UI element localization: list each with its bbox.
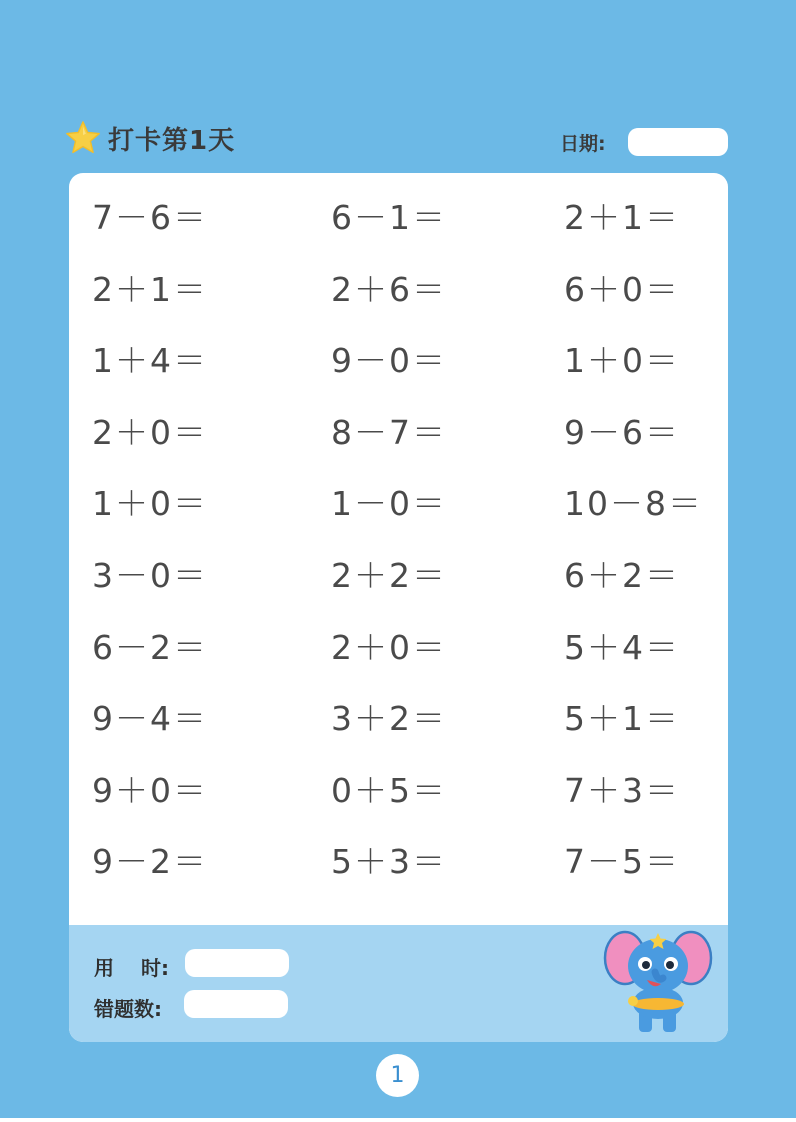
date-label: 日期: bbox=[560, 132, 606, 155]
problem-item: 0＋5＝ bbox=[331, 771, 447, 810]
errors-field[interactable] bbox=[184, 990, 288, 1018]
problem-item: 2＋0＝ bbox=[92, 413, 208, 452]
problem-item: 1＋0＝ bbox=[564, 341, 680, 380]
date-field[interactable] bbox=[628, 128, 728, 156]
problem-item: 1＋0＝ bbox=[92, 484, 208, 523]
problem-item: 5＋3＝ bbox=[331, 842, 447, 881]
problem-item: 6－2＝ bbox=[92, 628, 208, 667]
problem-item: 10－8＝ bbox=[564, 484, 703, 523]
footer-band bbox=[69, 925, 728, 1042]
problem-item: 6－1＝ bbox=[331, 198, 447, 237]
problem-item: 8－7＝ bbox=[331, 413, 447, 452]
problem-item: 1＋4＝ bbox=[92, 341, 208, 380]
problem-item: 6＋0＝ bbox=[564, 270, 680, 309]
time-field[interactable] bbox=[185, 949, 289, 977]
star-icon bbox=[64, 119, 102, 157]
page-number: 1 bbox=[376, 1054, 419, 1097]
bottom-strip bbox=[0, 1118, 796, 1122]
problem-item: 9－6＝ bbox=[564, 413, 680, 452]
date-label-wrap bbox=[560, 126, 606, 158]
problem-item: 3＋2＝ bbox=[331, 699, 447, 738]
problem-item: 7－6＝ bbox=[92, 198, 208, 237]
problem-item: 2＋0＝ bbox=[331, 628, 447, 667]
worksheet-card bbox=[69, 173, 728, 1042]
page-title: 打卡第1天 bbox=[108, 125, 236, 156]
problem-item: 2＋1＝ bbox=[564, 198, 680, 237]
errors-label: 错题数: bbox=[94, 997, 162, 1021]
problem-item: 3－0＝ bbox=[92, 556, 208, 595]
problem-item: 7＋3＝ bbox=[564, 771, 680, 810]
page-header bbox=[64, 118, 235, 158]
problem-item: 5＋4＝ bbox=[564, 628, 680, 667]
problem-item: 9－2＝ bbox=[92, 842, 208, 881]
problem-item: 9－0＝ bbox=[331, 341, 447, 380]
problem-item: 6＋2＝ bbox=[564, 556, 680, 595]
problem-item: 7－5＝ bbox=[564, 842, 680, 881]
problem-item: 2＋1＝ bbox=[92, 270, 208, 309]
problem-item: 9＋0＝ bbox=[92, 771, 208, 810]
elephant-mascot bbox=[603, 928, 713, 1036]
problem-item: 2＋2＝ bbox=[331, 556, 447, 595]
time-label: 用 时: bbox=[94, 956, 169, 980]
problem-item: 2＋6＝ bbox=[331, 270, 447, 309]
problem-item: 9－4＝ bbox=[92, 699, 208, 738]
problem-item: 1－0＝ bbox=[331, 484, 447, 523]
problem-item: 5＋1＝ bbox=[564, 699, 680, 738]
